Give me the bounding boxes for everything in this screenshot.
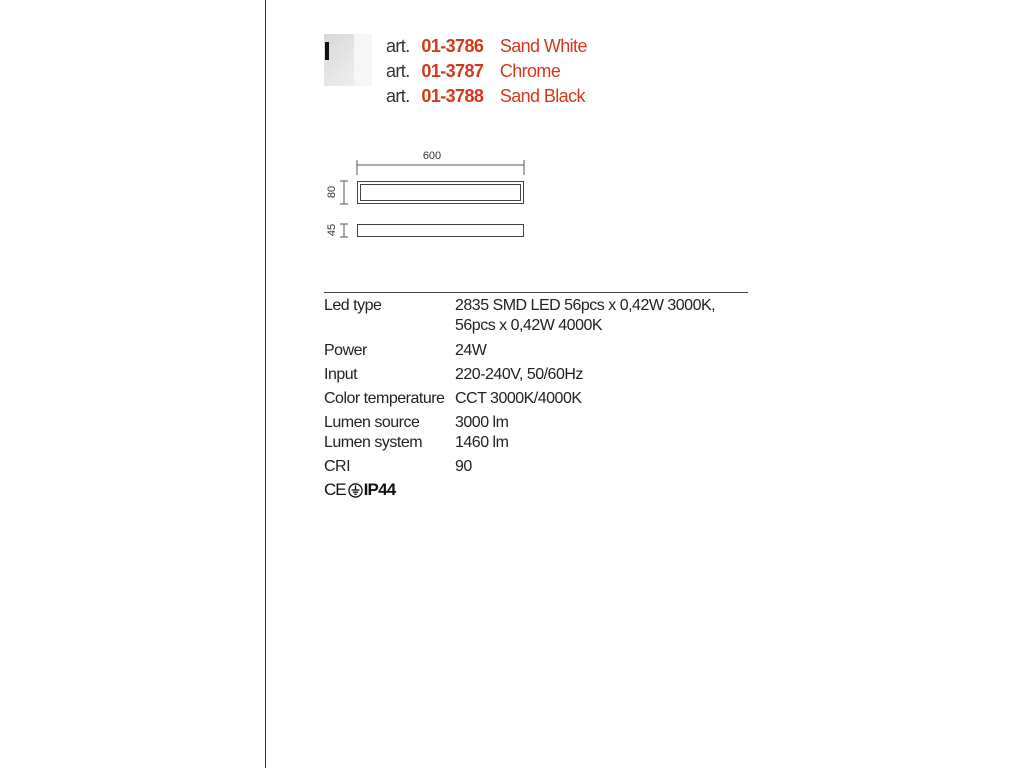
article-row (386, 34, 587, 59)
spec-label: CRI (324, 458, 351, 475)
dimension-drawing (318, 145, 538, 245)
product-thumbnail (324, 34, 372, 86)
article-row (386, 59, 587, 84)
ip-rating-badge: IP44 (363, 480, 396, 499)
article-code: 01-3787 (421, 61, 484, 81)
spec-label: Lumen system (324, 434, 423, 451)
spec-label: Power (324, 342, 367, 359)
spec-row-power (324, 341, 748, 361)
spec-row-lumen-source (324, 413, 748, 433)
spec-value: CCT 3000K/4000K (455, 390, 582, 407)
spec-row-cri (324, 457, 748, 477)
side-view (358, 225, 524, 237)
spec-value: 90 (455, 458, 472, 475)
length-label: 600 (422, 150, 442, 162)
depth-label: 45 (325, 223, 338, 237)
protective-earth-icon (348, 483, 363, 498)
thumbnail-highlight (354, 34, 372, 86)
article-prefix: art. (386, 36, 410, 56)
article-prefix: art. (386, 61, 410, 81)
article-prefix: art. (386, 86, 410, 106)
spec-value-line: 2835 SMD LED 56pcs x 0,42W 3000K, (455, 297, 716, 314)
spec-row-lumen-system (324, 433, 748, 453)
article-color: Sand Black (499, 86, 585, 106)
front-view-inner (361, 185, 521, 201)
ce-mark-icon: CE (324, 480, 346, 499)
spec-value: 1460 lm (455, 434, 509, 451)
article-color: Chrome (499, 61, 561, 81)
height-label: 80 (325, 185, 338, 199)
spec-table (324, 292, 748, 477)
article-list (386, 34, 587, 109)
article-color: Sand White (499, 36, 587, 56)
spec-row-color-temperature (324, 389, 748, 409)
certification-marks (324, 480, 395, 500)
spec-value (455, 296, 748, 336)
article-code: 01-3786 (421, 36, 484, 56)
spec-label: Color temperature (324, 390, 445, 407)
article-row (386, 84, 587, 109)
spec-value: 3000 lm (455, 414, 509, 431)
spec-label: Lumen source (324, 414, 420, 431)
thumbnail-fixture (325, 42, 329, 60)
spec-row-led-type (324, 296, 748, 336)
spec-value: 220-240V, 50/60Hz (455, 366, 583, 383)
spec-value-line: 56pcs x 0,42W 4000K (455, 317, 603, 334)
spec-row-input (324, 365, 748, 385)
article-code: 01-3788 (421, 86, 484, 106)
spec-value: 24W (455, 342, 487, 359)
page-divider (265, 0, 266, 768)
spec-label: Led type (324, 297, 382, 314)
spec-label: Input (324, 366, 358, 383)
